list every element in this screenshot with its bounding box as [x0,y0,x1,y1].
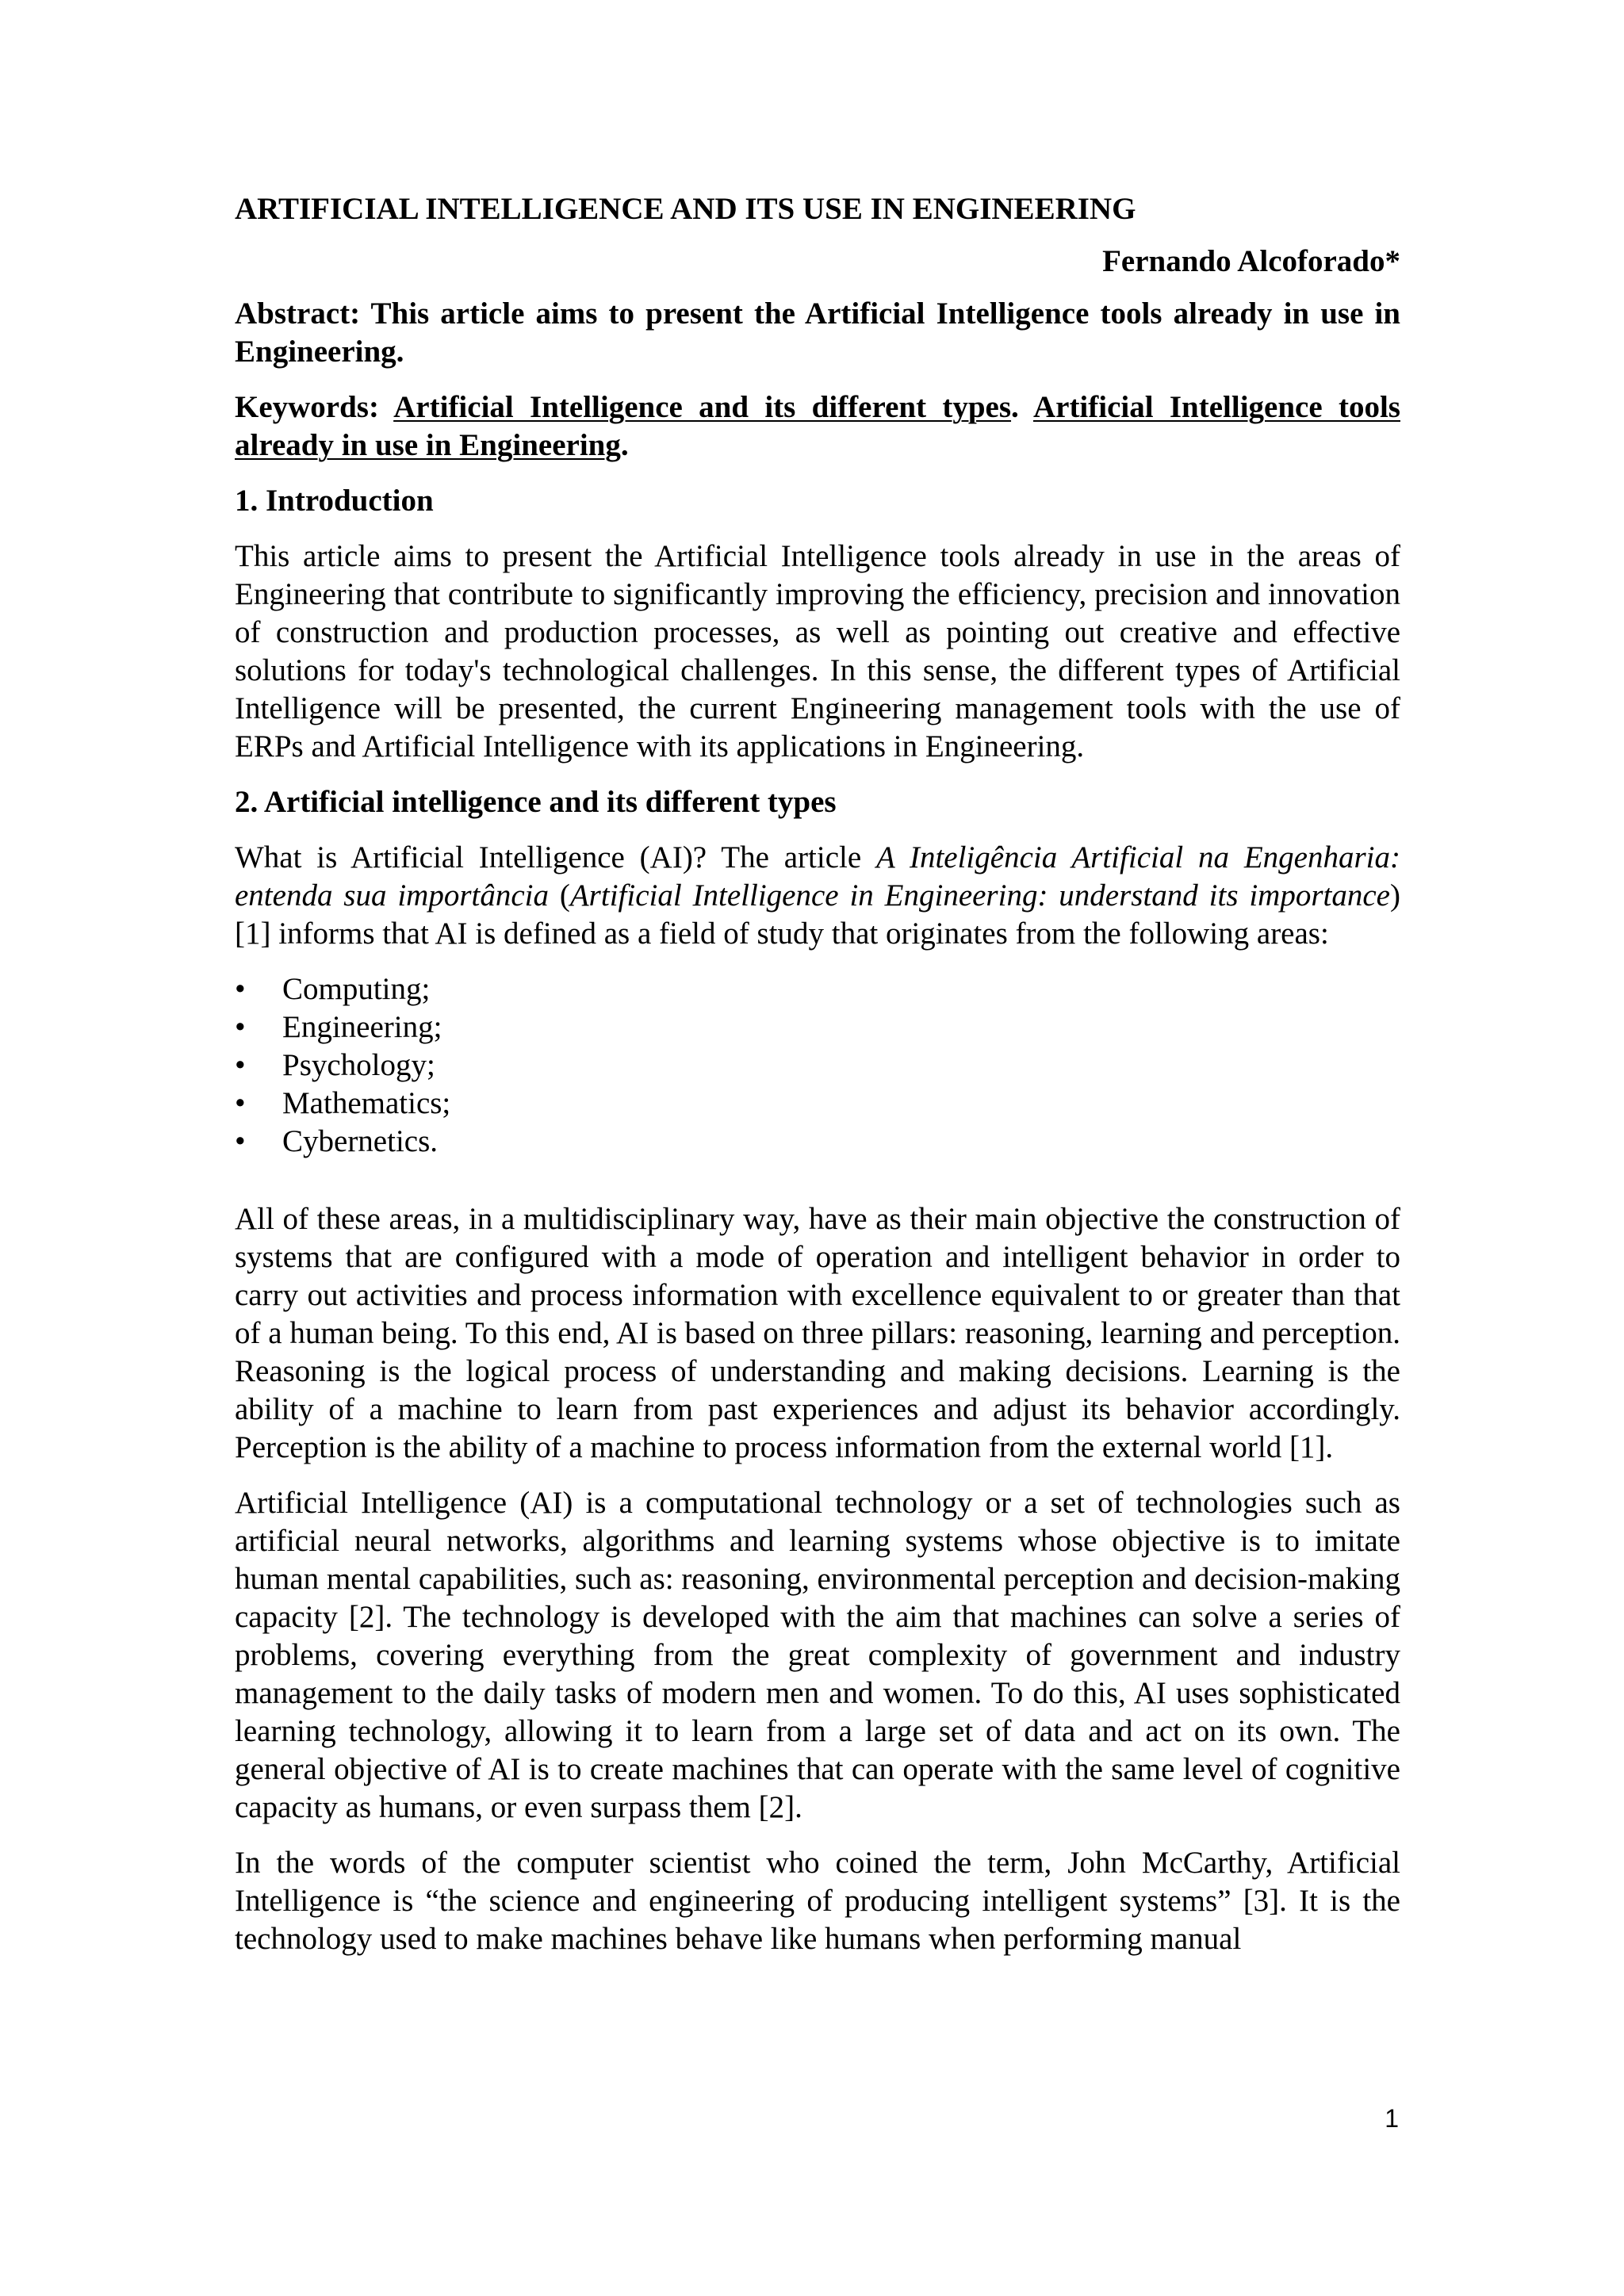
bullet-icon: • [235,972,246,1006]
areas-list [235,970,1400,1161]
bullet-icon: • [235,1048,246,1082]
computational-technology-paragraph: Artificial Intelligence (AI) is a computational technology or a set of technologies such as artificial neural networks, algorithms and learning systems whose objective is to imitate human mental capabilities, such as: reasoning, environmental perception and decision-making capacity [2]. The technology is developed with the aim that machines can solve a series of problems, covering everything from the great complexity of government and industry management to the daily tasks of modern men and women. To do this, AI uses sophisticated learning technology, allowing it to learn from a large set of data and act on its own. The general objective of AI is to create machines that can operate with the same level of cognitive capacity as humans, or even surpass them [2]. [235,1486,1400,1824]
keywords [235,388,1400,465]
list-item-label: Cybernetics. [282,1124,439,1158]
list-item-label: Engineering; [282,1010,442,1044]
ai-definition-paragraph [235,839,1400,953]
list-item-label: Computing; [282,972,431,1006]
list-item [235,1123,1400,1161]
section-heading-introduction: 1. Introduction [235,484,434,518]
list-item-label: Psychology; [282,1048,435,1082]
keyword-link-2[interactable]: Artificial Intelligence tools already in use in Engineering [235,390,1400,462]
bullet-icon: • [235,1124,246,1158]
list-item [235,1047,1400,1085]
keywords-label: Keywords: [235,390,394,424]
paper-title: ARTIFICIAL INTELLIGENCE AND ITS USE IN ENGINEERING [235,192,1136,226]
ai-definition-text-c: ) [1] informs that AI is defined as a field of study that originates from the following areas: [235,878,1400,951]
page-number: 1 [1385,2104,1399,2133]
abstract: Abstract: This article aims to present the Artificial Intelligence tools already in use in Engineering. [235,297,1400,369]
author-name: Fernando Alcoforado* [1102,244,1400,278]
list-item-label: Mathematics; [282,1086,451,1120]
section-heading-ai-types: 2. Artificial intelligence and its different types [235,785,837,819]
ai-definition-text-a: What is Artificial Intelligence (AI)? The article [235,840,876,874]
keyword-link-1[interactable]: Artificial Intelligence and its different types [393,390,1012,424]
cited-title-portuguese: A Inteligência Artificial na Engenharia: entenda sua importância [235,840,1400,913]
bullet-icon: • [235,1010,246,1044]
bullet-icon: • [235,1086,246,1120]
list-item [235,970,1400,1008]
keywords-separator: . [1011,390,1033,424]
list-item [235,1085,1400,1123]
list-item [235,1008,1400,1047]
multidisciplinary-paragraph: All of these areas, in a multidisciplinary way, have as their main objective the construction of systems that are configured with a mode of operation and intelligent behavior in order to carry out activities and process information with excellence equivalent to or greater than that of a human being. To this end, AI is based on three pillars: reasoning, learning and perception. Reasoning is the logical process of understanding and making decisions. Learning is the ability of a machine to learn from past experiences and adjust its behavior accordingly. Perception is the ability of a machine to process information from the external world [1]. [235,1202,1400,1464]
mccarthy-paragraph: In the words of the computer scientist who coined the term, John McCarthy, Artificial Intelligence is “the science and engineering of producing intelligent systems” [3]. It is the technology used to make machines behave like humans when performing manual [235,1846,1400,1956]
cited-title-english: Artificial Intelligence in Engineering: understand its importance [569,878,1390,913]
ai-definition-text-b: ( [549,878,570,913]
keywords-end: . [620,428,629,462]
document-body [235,190,1400,1976]
introduction-paragraph: This article aims to present the Artificial Intelligence tools already in use in the areas of Engineering that contribute to significantly improving the efficiency, precision and innovation of construction and production processes, as well as pointing out creative and effective solutions for today's technological challenges. In this sense, the different types of Artificial Intelligence will be presented, the current Engineering management tools with the use of ERPs and Artificial Intelligence with its applications in Engineering. [235,539,1400,763]
